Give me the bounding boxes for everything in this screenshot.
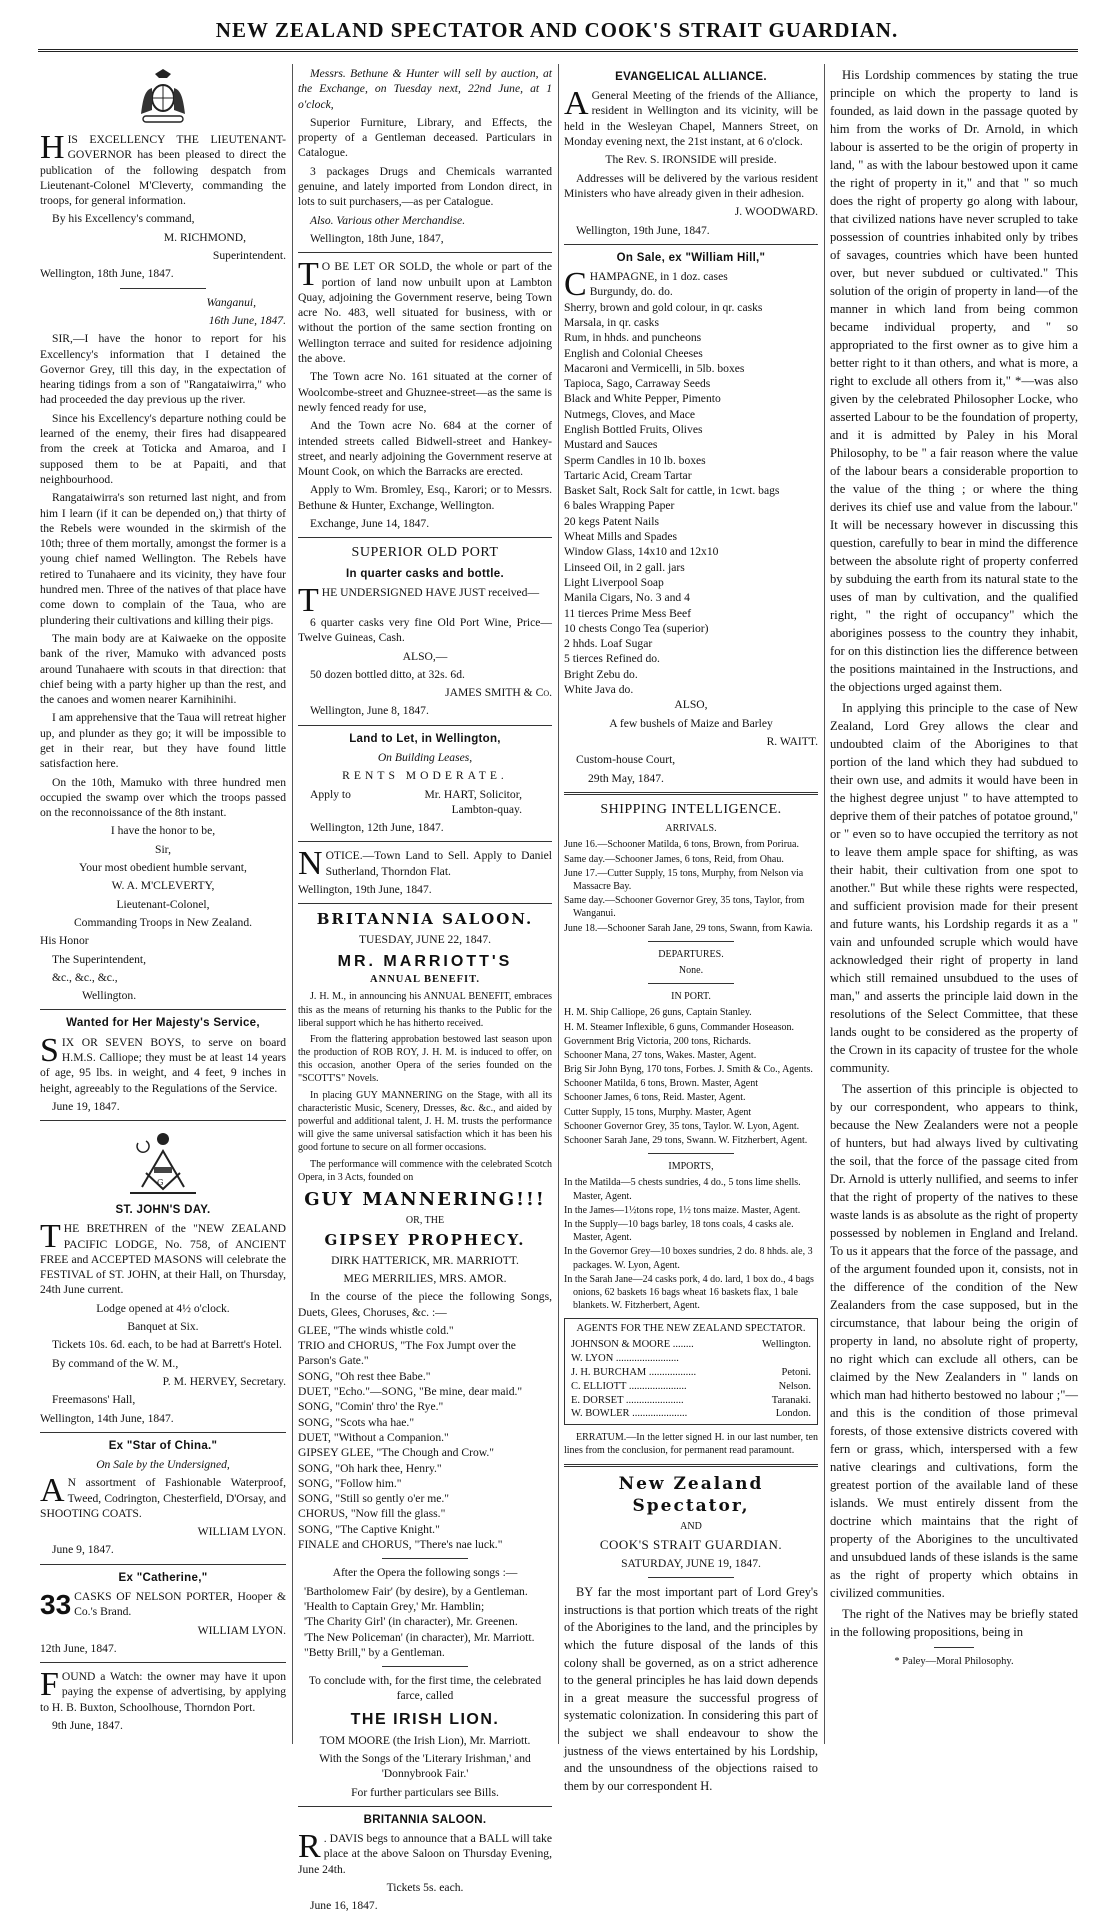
ad-line: 6 quarter casks very fine Old Port Wine, Price—Twelve Guineas, Cash. xyxy=(298,615,552,645)
in-port-item: Brig Sir John Byng, 170 tons, Forbes. J. Smith & Co., Agents. xyxy=(564,1064,813,1076)
separator xyxy=(564,792,818,795)
arrival-item: Same day.—Schooner James, 6 tons, Reid, from Ohau. xyxy=(564,853,784,865)
after-song-item: 'Bartholomew Fair' (by desire), by a Gentleman. xyxy=(304,1584,528,1598)
ad-line: Banquet at Six. xyxy=(127,1320,199,1334)
ad-line: Lodge opened at 4½ o'clock. xyxy=(96,1301,230,1315)
title-superintendent: Superintendent. xyxy=(212,249,286,263)
ad-line: Tickets 10s. 6d. each, to be had at Barrett's Hotel. xyxy=(52,1338,282,1352)
separator xyxy=(298,725,552,726)
place-wanganui: Wanganui, xyxy=(206,295,256,309)
in-port-list xyxy=(564,1006,818,1147)
title-ltcol: Lieutenant-Colonel, xyxy=(116,897,210,911)
playbill-line: After the Opera the following songs :— xyxy=(332,1566,518,1580)
letter-paragraph: The main body are at Kaiwaeke on the opposite bank of the river, Mamuko with advanced posts around Tunahaere with scouts in that direction: that chief being with a party higher up than the rest, and the canoes and women nearer Karnihinihi. xyxy=(40,631,286,707)
ad-heading-saloon: BRITANNIA SALOON. xyxy=(363,1814,487,1827)
sale-item: 20 kegs Patent Nails xyxy=(564,514,659,528)
sale-item: Sherry, brown and gold colour, in qr. casks xyxy=(564,300,763,314)
playbill-paragraph: The performance will commence with the celebrated Scotch Opera, in 3 Acts, founded on xyxy=(298,1158,552,1183)
ad-body-ball: . DAVIS begs to announce that a BALL will take place at the above Saloon on Thursday Evening, June 24th. xyxy=(298,1832,552,1876)
royal-arms-icon xyxy=(133,68,193,126)
shipping-line: None. xyxy=(678,964,704,976)
column-divider xyxy=(292,64,293,1744)
playbill-line: To conclude with, for the first time, the celebrated farce, called xyxy=(308,1674,542,1703)
ad-heading-wanted: Wanted for Her Majesty's Service, xyxy=(66,1017,260,1030)
playbill-line: For further particulars see Bills. xyxy=(351,1785,499,1799)
arrival-item: June 16.—Schooner Matilda, 6 tons, Brown, from Porirua. xyxy=(564,839,799,851)
agent-row xyxy=(571,1394,811,1408)
separator xyxy=(298,903,552,904)
editorial-date: SATURDAY, JUNE 19, 1847. xyxy=(621,1556,761,1570)
songs-list xyxy=(298,1323,552,1552)
shipping-subheading: IMPORTS, xyxy=(668,1161,714,1173)
addressee: His Honor xyxy=(40,934,89,948)
song-item: SONG, "Comin' thro' the Rye." xyxy=(298,1400,444,1414)
agents-list xyxy=(571,1338,811,1421)
ad-date: Wellington, 18th June, 1847, xyxy=(310,231,444,245)
playbill-paragraph: J. H. M., in announcing his ANNUAL BENEFIT, embraces this as the means of returning his thanks to the Public for the liberal support which he has hitherto received. xyxy=(298,991,552,1029)
in-port-item: Schooner James, 6 tons, Reid. Master, Agent. xyxy=(564,1092,746,1104)
masthead: NEW ZEALAND SPECTATOR AND COOK'S STRAIT GUARDIAN. xyxy=(215,18,899,42)
ad-body-port: HE UNDERSIGNED HAVE JUST received— xyxy=(321,585,540,599)
arrivals-list xyxy=(564,838,818,934)
playbill-cast: TOM MOORE (the Irish Lion), Mr. Marriott. xyxy=(319,1733,531,1747)
playbill-farce: THE IRISH LION. xyxy=(350,1710,500,1728)
masthead-rule xyxy=(38,49,1078,52)
ad-heading-sale: On Sale, ex "William Hill," xyxy=(616,251,766,264)
sale-item: Linseed Oil, in 2 gall. jars xyxy=(564,560,685,574)
letter-paragraph: Rangataiwirra's son returned last night, and from him I learn (if it can be depended on,) that thirty of the Rebels were wounded in the skirmish of the 10th; three of them mortally, amongst the former is a young chief named Wellington. The Rebels have retired to Tunahaere and its vicinity, they have four hundred men. Three of the natives of that place have come down to complain of the Taua, who are plundering their cultivations and killing their pigs. xyxy=(40,491,286,627)
separator xyxy=(648,1577,734,1578)
sale-item: HAMPAGNE, in 1 doz. cases xyxy=(589,270,728,284)
ad-body-auction: Messrs. Bethune & Hunter will sell by auction, at the Exchange, on Tuesday next, 22nd June, at 1 o'clock, xyxy=(298,67,552,111)
separator xyxy=(40,1662,286,1663)
song-item: DUET, "Without a Companion." xyxy=(298,1430,449,1444)
playbill-date: TUESDAY, JUNE 22, 1847. xyxy=(358,933,492,947)
ad-date: 9th June, 1847. xyxy=(52,1719,123,1733)
after-song-item: 'Health to Captain Grey,' Mr. Hamblin; xyxy=(304,1599,485,1613)
sale-item: Sperm Candles in 10 lb. boxes xyxy=(564,453,706,467)
imports-list xyxy=(564,1176,818,1312)
sale-item: Bright Zebu do. xyxy=(564,667,638,681)
ad-line: And the Town acre No. 684 at the corner of intended streets called Bidwell-street and Hankey-street, and nearly adjoining the Government reserve at Mount Cook, on which the Barracks are erected. xyxy=(298,419,552,479)
separator xyxy=(40,1432,286,1433)
playbill-heading: BRITANNIA SALOON. xyxy=(316,910,534,929)
ad-subheading: On Building Leases, xyxy=(377,750,473,764)
after-song-item: "Betty Brill," by a Gentleman. xyxy=(304,1645,445,1659)
ad-date: 12th June, 1847. xyxy=(40,1641,117,1655)
letter-paragraph: SIR,—I have the honor to report for his Excellency's information that I detained the Governor Grey, till this day, in the expectation of hearing tidings from a son of "Rangataiwirra," who had proceeded the day previous up the river. xyxy=(40,332,286,407)
addressee: Wellington. xyxy=(82,989,137,1003)
editorial-paragraph: The assertion of this principle is objected to by our correspondent, who appears to think, because the New Zealanders were not a people of hunters, but had always lived by cultivating the soil, that the force of the passage cited from Dr. Arnold is utterly nullified, and seems to infer that the right of property of the natives to these waste lands is as absolute as the right of property possessed by noblemen in England and Ireland. To us it appears that the force of the passage, and of the argument founded upon it, consists, not in the difference of the condition of the New Zealanders from the case supposed, but in the circumstance, that labour being the origin of property in land, no absolute right of property, no right which can exclude all others, can be claimed by the New Zealanders in " lands on which man had hitherto bestowed no labour ;"—and this is the condition of those primeval forests, of those extensive districts covered with fern or grass, which, interspersed with a few native clearings and cultivations, form the greatest portion of the available land of these islands. We must entirely dissent from the doctrine which maintains that the right of property of the Aborigines to the uncultivated and unsubdued lands of these islands is the same as the right of property which obtains in civilized communities. xyxy=(830,1082,1078,1600)
sale-item: Tartaric Acid, Cream Tartar xyxy=(564,468,692,482)
ad-heading-evangelical: EVANGELICAL ALLIANCE. xyxy=(615,71,767,83)
separator xyxy=(298,1806,552,1807)
ad-line: Addresses will be delivered by the various resident Ministers who have already given in their adhesion. xyxy=(564,171,818,200)
ad-line: The Town acre No. 161 situated at the corner of Woolcombe-street and Ghuznee-street—as the same is newly fenced ready for use, xyxy=(298,370,552,414)
song-item: SONG, "Oh hark thee, Henry." xyxy=(298,1461,442,1475)
ad-body-watch: OUND a Watch: the owner may have it upon paying the expense of advertising, by applying to H. B. Buxton, Schoolhouse, Thorndon Port. xyxy=(40,1670,286,1714)
playbill-title: MR. MARRIOTT'S xyxy=(337,953,513,971)
playbill-subtitle: ANNUAL BENEFIT. xyxy=(370,974,480,986)
ad-number: 33 xyxy=(40,1588,72,1620)
ad-body-catherine: CASKS OF NELSON PORTER, Hooper & Co.'s Brand. xyxy=(74,1589,286,1619)
column-4 xyxy=(830,66,1078,1672)
sale-item: Tapioca, Sago, Carraway Seeds xyxy=(564,377,711,391)
ad-date: Wellington, June 8, 1847. xyxy=(310,704,429,718)
agent-row xyxy=(571,1338,811,1352)
sale-item: English Bottled Fruits, Olives xyxy=(564,422,703,436)
agent-place: Taranaki. xyxy=(771,1394,811,1406)
agent-place: Nelson. xyxy=(778,1380,811,1392)
after-song-item: 'The New Policeman' (in character), Mr. Marriott. xyxy=(304,1630,535,1644)
despatch-intro: IS EXCELLENCY THE LIEUTENANT-GOVERNOR has been pleased to direct the publication of the following despatch from Lieutenant-Colonel M'Cleverty, commanding the troops, for general information. xyxy=(40,133,286,208)
playbill-opera-subtitle: GIPSEY PROPHECY. xyxy=(324,1230,526,1249)
ad-line: 3 packages Drugs and Chemicals warranted genuine, and lately imported from London direct, in lots to suit purchasers,—as per Catalogue. xyxy=(298,164,552,209)
separator xyxy=(298,841,552,842)
playbill-cast: DIRK HATTERICK, MR. MARRIOTT. xyxy=(331,1253,519,1267)
closing-line: I have the honor to be, xyxy=(110,824,216,838)
sale-item: White Java do. xyxy=(564,683,634,697)
separator xyxy=(648,1153,734,1154)
ad-line: Mr. HART, Solicitor, xyxy=(424,787,522,801)
song-item: SONG, "Oh rest thee Babe." xyxy=(298,1369,431,1383)
in-port-item: Government Brig Victoria, 200 tons, Richards. xyxy=(564,1035,751,1047)
song-item: FINALE and CHORUS, "There's nae luck." xyxy=(298,1538,503,1552)
letter-paragraph: I am apprehensive that the Taua will retreat higher up, and plunder as they go; it will be impossible to get in their rear, but they have found little satisfaction here. xyxy=(40,711,286,771)
after-songs-list xyxy=(298,1584,552,1660)
song-item: GIPSEY GLEE, "The Chough and Crow." xyxy=(298,1446,495,1460)
song-item: GLEE, "The winds whistle cold." xyxy=(298,1323,454,1337)
in-port-item: H. M. Ship Calliope, 26 guns, Captain Stanley. xyxy=(564,1007,752,1019)
separator xyxy=(382,1558,468,1559)
song-item: DUET, "Echo."—SONG, "Be mine, dear maid." xyxy=(298,1385,523,1399)
sale-item: 2 hhds. Loaf Sugar xyxy=(564,637,653,651)
letter-paragraph: Since his Excellency's departure nothing could be learned of the enemy, their fires had disappeared from the creek at Toticka and Amaroa, and I supposed them to be at Papaiti, and that neighbourhood. xyxy=(40,411,286,486)
ad-body-wanted: IX OR SEVEN BOYS, to serve on board H.M.S. Calliope; they must be at least 14 years of age, 95 lbs. in weight, and 4 feet, 9 inches in height, agreeably to the Regulations of the Service. xyxy=(40,1035,286,1095)
ad-line: Custom-house Court, xyxy=(576,753,676,767)
sale-item: Wheat Mills and Spades xyxy=(564,530,678,544)
agent-place: Petoni. xyxy=(781,1366,811,1378)
signature-woodward: J. WOODWARD. xyxy=(734,205,818,219)
import-item: In the Matilda—5 chests sundries, 4 do., 5 tons lime shells. Master, Agent. xyxy=(564,1177,801,1202)
ad-heading-port: SUPERIOR OLD PORT xyxy=(351,545,499,561)
ad-subheading: In quarter casks and bottle. xyxy=(346,567,504,580)
song-item: SONG, "Follow him." xyxy=(298,1476,402,1490)
letter-paragraph: On the 10th, Mamuko with three hundred men occupied the swamp over which the troops passed on the reconnoissance of the 8th instant. xyxy=(40,775,286,820)
sale-item: Rum, in hhds. and puncheons xyxy=(564,331,702,345)
signature-smith: JAMES SMITH & Co. xyxy=(445,686,552,700)
signature-richmond: M. RICHMOND, xyxy=(163,230,246,244)
separator xyxy=(40,1564,286,1565)
editorial-paragraph: The right of the Natives may be briefly stated in the following propositions, being in xyxy=(830,1607,1078,1639)
arrival-item: Same day.—Schooner Governor Grey, 35 tons, Taylor, from Wanganui. xyxy=(564,895,805,920)
import-item: In the James—1½tons rope, 1½ tons maize. Master, Agent. xyxy=(564,1204,801,1216)
erratum: ERRATUM.—In the letter signed H. in our last number, ten lines from the conclusion, for permanent read paramount. xyxy=(564,1432,818,1457)
agent-name: E. DORSET ...................... xyxy=(571,1394,684,1406)
agent-place: Wellington. xyxy=(761,1339,811,1351)
ad-heading-stjohn: ST. JOHN'S DAY. xyxy=(115,1204,211,1217)
separator xyxy=(40,1120,286,1121)
ad-line: Superior Furniture, Library, and Effects, the property of a Gentleman deceased. Particulars in Catalogue. xyxy=(298,115,552,160)
song-item: CHORUS, "Now fill the glass." xyxy=(298,1507,446,1521)
ad-line: A few bushels of Maize and Barley xyxy=(609,716,773,730)
agents-box xyxy=(564,1318,818,1425)
in-port-item: Schooner Mana, 27 tons, Wakes. Master, Agent. xyxy=(564,1049,757,1061)
ad-line: Also. Various other Merchandise. xyxy=(310,213,466,227)
song-item: TRIO and CHORUS, "The Fox Jumpt over the Parson's Gate." xyxy=(298,1339,516,1368)
ad-body-notice: OTICE.—Town Land to Sell. Apply to Daniel Sutherland, Thorndon Flat. xyxy=(325,849,552,878)
shipping-heading: SHIPPING INTELLIGENCE. xyxy=(600,801,782,817)
import-item: In the Sarah Jane—24 casks pork, 4 do. lard, 1 box do., 4 bags onions, 62 baskets 16 bags wheat 16 baskets flax, 1 bale blankets. W. Fitzherbert, Agent. xyxy=(564,1273,814,1312)
ad-body-evangelical: General Meeting of the friends of the Alliance, resident in Wellington and its vicinity, will be held in the Wesleyan Chapel, Manners Street, on Monday evening next, the 21st instant, at 6 o'clock. xyxy=(564,89,818,149)
addressee: The Superintendent, xyxy=(52,952,147,966)
ad-line: ALSO,— xyxy=(402,649,448,663)
ad-date: Wellington, 19th June, 1847. xyxy=(298,882,432,896)
ad-date: 29th May, 1847. xyxy=(588,771,664,785)
ad-body-china: N assortment of Fashionable Waterproof, Tweed, Codrington, Chesterfield, D'Orsay, and SHOOTING COATS. xyxy=(40,1476,286,1520)
shipping-subheading: ARRIVALS. xyxy=(665,823,717,835)
sale-item: Light Liverpool Soap xyxy=(564,575,664,589)
editorial-paragraph: His Lordship commences by stating the true principle on which the property to land is founded, as laid down in the passage quoted by him from the works of Dr. Arnold, in which labour is asserted to be the origin of property in land, " as with the labour bestowed upon it came the right of property in it," and that " so much does the right of property go along with labour, that civilized nations have never scrupled to take possession of countries inhabited only by tribes of savages, countries which have been hunted over, but never subdued or cultivated." This solution of the origin of property in land—of the manner in which land from being common became individual property, and " so appropriated to the first owner as to give him a better right to it than others, and what is more, a right to exclude all others from it," *—was also given by the celebrated Philosopher Locke, who asserted Labour to be the foundation of property, and it is admitted by Paley in his Moral Philosophy, to be " a fair reason where the value of the labour bears a considerable proportion to the value of the thing ; or where the thing derives its chief use and value from the labour." It will be necessary however in discussing this question, carefully to bear in mind the difference between the absolute right of property conferred by subduing the earth from its natural state to the uses of man by cultivation, and the qualified right, " the right of occupancy" which the aborigines possess to the country they inhabit, for on this distinction lies the difference between the positions maintained in the Instructions, and the objections urged against them. xyxy=(830,68,1078,694)
addressee: &c., &c., &c., xyxy=(52,970,118,984)
signature-lyon: WILLIAM LYON. xyxy=(197,1623,286,1637)
editorial-masthead-line: AND xyxy=(680,1520,702,1532)
in-port-item: Schooner Matilda, 6 tons, Brown. Master, Agent xyxy=(564,1078,759,1090)
agents-heading: AGENTS FOR THE NEW ZEALAND SPECTATOR. xyxy=(576,1323,806,1335)
song-item: SONG, "Scots wha hae." xyxy=(298,1415,415,1429)
in-port-item: Cutter Supply, 15 tons, Murphy. Master, Agent xyxy=(564,1106,752,1118)
sale-item: Manila Cigars, No. 3 and 4 xyxy=(564,591,690,605)
playbill-line: In the course of the piece the following Songs, Duets, Glees, Choruses, &c. :— xyxy=(298,1290,552,1319)
ad-body-let: O BE LET OR SOLD, the whole or part of the portion of land now unbuilt upon at Lambton Quay, adjoining the Government reserve, being Town acre No. 483, well situated for business, with or without the portion of the same section fronting on Wellington terrace and suited for residence adjoining the above. xyxy=(298,260,552,366)
ad-date: Wellington, 14th June, 1847. xyxy=(40,1411,174,1425)
ad-line: Freemasons' Hall, xyxy=(52,1393,136,1407)
ad-heading-catherine: Ex "Catherine," xyxy=(118,1571,208,1584)
in-port-item: Schooner Governor Grey, 35 tons, Taylor. W. Lyon, Agent. xyxy=(564,1120,800,1132)
ad-date: June 16, 1847. xyxy=(310,1899,378,1913)
ad-date: Wellington, 12th June, 1847. xyxy=(310,821,444,835)
playbill-line: OR, THE xyxy=(405,1214,445,1226)
column-3: EVANGELICAL ALLIANCE. A General Meeting of the friends of the Alliance, resident in Wellington and its vicinity, will be held in the Wesleyan Chapel, Manners Street, on Monday evening next, the 21st instant, at 6 o'clock. The Rev. S. IRONSIDE will preside. Addresses will be delivered by the various resident Ministers who have already given in their adhesion. J. WOODWARD. Wellington, 19th June, 1847. On Sale, ex "William Hill," CHAMPAGNE, in 1 doz. cases Burgundy, do. do. Sherry, brown and gold colour, in qr. casks Marsala, in qr. casks Rum, in hhds. and puncheons English and Colonial Cheeses Macaroni and Vermicelli, in 5lb. boxes Tapioca, Sago, Carraway Seeds Black and White Pepper, Pimento Nutmegs, Cloves, and Mace English Bottled Fruits, Olives Mustard and Sauces Sperm Candles in 10 lb. boxes Tartaric Acid, Cream Tartar Basket Salt, Rock Salt for cattle, in 1cwt. bags 6 bales Wrapping Paper 20 kegs Patent Nails Wheat Mills and Spades Window Glass, 14x10 and 12x10 Linseed Oil, in 2 gall. jars Light Liverpool Soap Manila Cigars, No. 3 and 4 11 tierces Prime Mess Beef 10 chests Congo Tea (superior) 2 hhds. Loaf Sugar 5 tierces Refined do. Bright Zebu do. White Java do. ALSO, A few bushels of Maize and Barley R. WAITT. Custom-house Court, 29th May, 1847. SHIPPING INTELLIGENCE. ARRIVALS. June 16.—Schooner Matilda, 6 tons, Brown, from Porirua. Same day.—Schooner James, 6 tons, Reid, from Ohau. June 17.—Cutter Supply, 15 tons, Murphy, from Nelson via Massacre Bay. Same day.—Schooner Governor Grey, 35 tons, Taylor, from Wanganui. June 18.—Schooner Sarah Jane, 29 tons, Swann, from Kawia. DEPARTURES. None. IN PORT. H. M. Ship Calliope, 26 guns, Captain Stanley. H. M. Steamer Inflexible, 6 guns, Commander Hoseason. Government Brig Victoria, 200 tons, Richards. Schooner Mana, 27 tons, Wakes. Master, Agent. Brig Sir John Byng, 170 tons, Forbes. J. Smith & Co., Agents. Schooner Matilda, 6 tons, Brown. Master, Agent Schooner James, 6 tons, Reid. Master, Agent. Cutter Supply, 15 tons, Murphy. Master, Agent Schooner Governor Grey, 35 tons, Taylor. W. Lyon, Agent. Schooner Sarah Jane, 29 tons, Swann. W. Fitzherbert, Agent. IMPORTS, In the Matilda—5 chests sundries, 4 do., 5 tons lime shells. Master, Agent. In the James—1½tons rope, 1½ tons maize. Master, Agent. In the Supply—10 bags barley, 18 tons coals, 4 casks ale. Master, Agent. In the Governor Grey—10 boxes sundries, 2 do. 8 hhds. ale, 3 packages. W. Lyon, Agent. In the Sarah Jane—24 casks pork, 4 do. lard, 1 box do., 4 bags onions, 62 baskets 16 bags wheat 16 baskets flax, 1 bale blankets. W. Fitzherbert, Agent. AGENTS FOR THE NEW ZEALAND SPECTATOR. JOHNSON & MOORE ........ Wellington. W. LYON ........................ J. H. BURCHAM .................. Petoni. C. ELLIOTT ...................... Nelson. E. DORSET ...................... Taranaki. W. BOWLER ..................... London. ERRATUM.—In the letter signed H. in our last number, ten lines from the conclusion, for permanent read paramount. New Zealand Spectator, AND COOK'S STRAIT GUARDIAN. SATURDAY, JUNE 19, 1847. BY far the most important part of Lord Grey's instructions is that portion which treats of the right of the Aborigines to the land, and the principles by which the future disposal of the lands of this colony shall be governed, as on a strict adherence to the general principles he has laid down depends in a great measure the successful progress of systematic colonization. In considering this part of the subject we shall endeavour to show the justness of the views entertained by his Lordship, and the unsoundness of the objections raised to them by our correspondent H. xyxy=(564,66,818,1799)
separator xyxy=(40,1009,286,1010)
playbill-cast: MEG MERRILIES, MRS. AMOR. xyxy=(343,1272,507,1285)
masonic-emblem-icon xyxy=(124,1127,202,1199)
agent-row xyxy=(571,1380,811,1394)
separator xyxy=(120,288,206,289)
ad-date: Wellington, 19th June, 1847. xyxy=(576,223,710,237)
sale-item: 10 chests Congo Tea (superior) xyxy=(564,621,709,635)
sale-item: Window Glass, 14x10 and 12x10 xyxy=(564,545,719,559)
signature-waitt: R. WAITT. xyxy=(766,734,818,748)
sale-item: 5 tierces Refined do. xyxy=(564,652,660,666)
separator xyxy=(382,1666,468,1667)
signature-cleverty: W. A. M'CLEVERTY, xyxy=(111,879,215,893)
sale-item: Macaroni and Vermicelli, in 5lb. boxes xyxy=(564,361,745,375)
sale-item: Nutmegs, Cloves, and Mace xyxy=(564,407,696,421)
in-port-item: H. M. Steamer Inflexible, 6 guns, Commander Hoseason. xyxy=(564,1021,794,1033)
agent-name: J. H. BURCHAM .................. xyxy=(571,1366,697,1378)
footnote: * Paley—Moral Philosophy. xyxy=(894,1656,1014,1667)
separator xyxy=(298,537,552,538)
editorial-masthead: New Zealand Spectator, xyxy=(618,1473,764,1517)
sale-item: Mustard and Sauces xyxy=(564,438,658,452)
ad-subheading: On Sale by the Undersigned, xyxy=(96,1458,230,1471)
playbill-opera: GUY MANNERING!!! xyxy=(304,1188,546,1210)
sale-item: Burgundy, do. do. xyxy=(589,285,673,299)
import-item: In the Supply—10 bags barley, 18 tons coals, 4 casks ale. Master, Agent. xyxy=(564,1218,794,1244)
editorial-paragraph: BY far the most important part of Lord Grey's instructions is that portion which treats of the right of the Aborigines to the land, and the principles by which the future disposal of the lands of this colony shall be governed, as on a strict adherence to the general principles he has laid down depends in a great measure the successful progress of systematic colonization. In considering this part of the subject we shall endeavour to show the justness of the views entertained by his Lordship, and the unsoundness of the objections raised to them by our correspondent H. xyxy=(564,1585,818,1793)
sale-item: Basket Salt, Rock Salt for cattle, in 1cwt. bags xyxy=(564,484,780,498)
sale-item: 6 bales Wrapping Paper xyxy=(564,499,675,513)
separator xyxy=(648,941,734,942)
agent-name: C. ELLIOTT ...................... xyxy=(571,1380,687,1392)
svg-text:G: G xyxy=(157,1178,164,1188)
separator xyxy=(564,244,818,245)
agent-place: London. xyxy=(775,1408,811,1420)
after-song-item: 'The Charity Girl' (in character), Mr. Greenen. xyxy=(304,1615,518,1629)
agent-name: JOHNSON & MOORE ........ xyxy=(571,1339,694,1351)
playbill-paragraph: In placing GUY MANNERING on the Stage, with all its characteristic Music, Scenery, Dresses, &c. &c., and aided by powerful and additional talent, J. H. M. trusts the performance will give the same universal satisfaction which it has been his good fortune to secure on all former occasions. xyxy=(298,1089,552,1154)
ad-line: Lambton-quay. xyxy=(451,802,522,816)
playbill-line: With the Songs of the 'Literary Irishman,' and 'Donnybrook Fair.' xyxy=(319,1752,531,1781)
dateline: Wellington, 18th June, 1847. xyxy=(40,267,174,281)
separator xyxy=(298,252,552,253)
column-2: Messrs. Bethune & Hunter will sell by auction, at the Exchange, on Tuesday next, 22nd June, at 1 o'clock, Superior Furniture, Library, and Effects, the property of a Gentleman deceased. Particulars in Catalogue. 3 packages Drugs and Chemicals warranted genuine, and lately imported from London direct, in lots to suit purchasers,—as per Catalogue. Also. Various other Merchandise. Wellington, 18th June, 1847, T O BE LET OR SOLD, the whole or part of the portion of land now unbuilt upon at Lambton Quay, adjoining the Government reserve, being Town acre No. 483, well situated for business, with or without the portion of the same section fronting on Wellington terrace and suited for residence adjoining the above. The Town acre No. 161 situated at the corner of Woolcombe-street and Ghuznee-street—as the same is newly fenced ready for use, And the Town acre No. 684 at the corner of intended streets called Bidwell-street and Hankey-street, and nearly adjoining the Government reserve at Mount Cook, on which the Barracks are erected. Apply to Wm. Bromley, Esq., Karori; or to Messrs. Bethune & Hunter, Exchange, Wellington. Exchange, June 14, 1847. SUPERIOR OLD PORT In quarter casks and bottle. THE UNDERSIGNED HAVE JUST received— 6 quarter casks very fine Old Port Wine, Price—Twelve Guineas, Cash. ALSO,— 50 dozen bottled ditto, at 32s. 6d. JAMES SMITH & Co. Wellington, June 8, 1847. Land to Let, in Wellington, On Building Leases, RENTS MODERATE. Apply to Mr. HART, Solicitor, Lambton-quay. Wellington, 12th June, 1847. NOTICE.—Town Land to Sell. Apply to Daniel Sutherland, Thorndon Flat. Wellington, 19th June, 1847. BRITANNIA SALOON. TUESDAY, JUNE 22, 1847. MR. MARRIOTT'S ANNUAL BENEFIT. J. H. M., in announcing his ANNUAL BENEFIT, embraces this as the means of returning his thanks to the Public for the liberal support which he has hitherto received. From the flattering approbation bestowed last season upon the production of ROB ROY, J. H. M. is induced to offer, on this occasion, another Opera of the series founded on the "SCOTT'S" Novels. In placing GUY MANNERING on the Stage, with all its characteristic Music, Scenery, Dresses, &c. &c., and aided by powerful and additional talent, J. H. M. trusts the performance will give the same universal satisfaction which it has been his good fortune to secure on all former occasions. The performance will commence with the celebrated Scotch Opera, in 3 Acts, founded on GUY MANNERING!!! OR, THE GIPSEY PROPHECY. DIRK HATTERICK, MR. MARRIOTT. MEG MERRILIES, MRS. AMOR. In the course of the piece the following Songs, Duets, Glees, Choruses, &c. :— GLEE, "The winds whistle cold." TRIO and CHORUS, "The Fox Jumpt over the Parson's Gate." SONG, "Oh rest thee Babe." DUET, "Echo."—SONG, "Be mine, dear maid." SONG, "Comin' thro' the Rye." SONG, "Scots wha hae." DUET, "Without a Companion." GIPSEY GLEE, "The Chough and Crow." SONG, "Oh hark thee, Henry." SONG, "Follow him." SONG, "Still so gently o'er me." CHORUS, "Now fill the glass." SONG, "The Captive Knight." FINALE and CHORUS, "There's nae luck." After the Opera the following songs :— 'Bartholomew Fair' (by desire), by a Gentleman. 'Health to Captain Grey,' Mr. Hamblin; 'The Charity Girl' (in character), Mr. Greenen. 'The New Policeman' (in character), Mr. Marriott. "Betty Brill," by a Gentleman. To conclude with, for the first time, the celebrated farce, called THE IRISH LION. TOM MOORE (the Irish Lion), Mr. Marriott. With the Songs of the 'Literary Irishman,' and 'Donnybrook Fair.' For further particulars see Bills. BRITANNIA SALOON. R . DAVIS begs to announce that a BALL will take place at the above Saloon on Thursday Evening, June 24th. Tickets 5s. each. June 16, 1847. xyxy=(298,67,552,1913)
ad-date: Exchange, June 14, 1847. xyxy=(310,517,430,531)
dateline: 16th June, 1847. xyxy=(208,313,286,327)
agent-row xyxy=(571,1407,811,1421)
separator xyxy=(564,1464,818,1467)
song-item: SONG, "Still so gently o'er me." xyxy=(298,1492,449,1506)
ad-date: June 9, 1847. xyxy=(52,1543,114,1557)
sale-item: Black and White Pepper, Pimento xyxy=(564,392,721,406)
ad-line: Apply to xyxy=(310,787,351,801)
ad-line: ALSO, xyxy=(674,698,708,712)
ad-line: 50 dozen bottled ditto, at 32s. 6d. xyxy=(310,667,465,681)
closing-line: Sir, xyxy=(155,842,171,856)
editorial-masthead-line: COOK'S STRAIT GUARDIAN. xyxy=(599,1536,783,1552)
sale-item: English and Colonial Cheeses xyxy=(564,346,703,360)
column-divider xyxy=(824,64,825,1744)
ad-heading-land: Land to Let, in Wellington, xyxy=(349,732,501,745)
playbill-paragraph: From the flattering approbation bestowed last season upon the production of ROB ROY, J. H. M. is induced to offer, on this occasion, another Opera of the series founded on the "SCOTT'S" Novels. xyxy=(298,1033,552,1085)
editorial-paragraph: In applying this principle to the case of New Zealand, Lord Grey allows the clear and undoubted claim of the Aborigines to that portion of the land which they had subdued to their own use, and admits it would have been in the highest degree unjust " to have attempted to deprive them of their patches of potatoe ground," or " even so to have occupied the territory as not to leave them ample space for shifting, as was their habit, their cultivation from one spot to another." But while these rights were respected, and sufficient provision made for their present and future wants, his Lordship regards it as a " vain and unfounded scruple which would have acknowledged their right of property in land which still remained unsubdued to the uses of man," and asserts the principle laid down in the resolutions of the Select Committee, that these lands ought to be considered as the property of the Crown in its capacity of trustee for the whole community. xyxy=(830,701,1078,1075)
ad-line: The Rev. S. IRONSIDE will preside. xyxy=(605,153,777,167)
ad-body-stjohn: HE BRETHREN of the "NEW ZEALAND PACIFIC LODGE, No. 758, of ANCIENT FREE and ACCEPTED MASONS will celebrate the FESTIVAL of ST. JOHN, at their Hall, on Thursday, 24th June current. xyxy=(40,1222,286,1297)
closing-line: Your most obedient humble servant, xyxy=(79,861,247,875)
in-port-item: Schooner Sarah Jane, 29 tons, Swann. W. Fitzherbert, Agent. xyxy=(564,1135,808,1147)
signature-lyon: WILLIAM LYON. xyxy=(197,1525,286,1539)
shipping-subheading: IN PORT. xyxy=(671,991,711,1003)
arrival-item: June 17.—Cutter Supply, 15 tons, Murphy, from Nelson via Massacre Bay. xyxy=(564,867,804,893)
goods-list xyxy=(564,300,818,698)
separator xyxy=(648,983,734,984)
separator xyxy=(934,1647,974,1648)
ad-line: Tickets 5s. each. xyxy=(386,1881,464,1895)
sale-item: Marsala, in qr. casks xyxy=(564,315,659,329)
signature-hervey: P. M. HERVEY, Secretary. xyxy=(162,1374,286,1388)
agent-row xyxy=(571,1366,811,1380)
import-item: In the Governor Grey—10 boxes sundries, 2 do. 8 hhds. ale, 3 packages. W. Lyon, Agent. xyxy=(564,1246,813,1271)
ad-heading-china: Ex "Star of China." xyxy=(108,1439,218,1452)
agent-row xyxy=(571,1352,811,1366)
ad-line: RENTS MODERATE. xyxy=(342,769,508,783)
song-item: SONG, "The Captive Knight." xyxy=(298,1522,440,1536)
ad-line: Apply to Wm. Bromley, Esq., Karori; or to Messrs. Bethune & Hunter, Exchange, Wellington. xyxy=(298,483,552,512)
command-line: By his Excellency's command, xyxy=(52,212,195,226)
sale-item: 11 tierces Prime Mess Beef xyxy=(564,606,692,620)
shipping-subheading: DEPARTURES. xyxy=(658,948,724,960)
column-divider xyxy=(558,64,559,1744)
title-commanding: Commanding Troops in New Zealand. xyxy=(73,915,253,929)
agent-name: W. BOWLER ..................... xyxy=(571,1408,688,1420)
ad-date: June 19, 1847. xyxy=(52,1099,120,1113)
ad-line: By command of the W. M., xyxy=(52,1356,179,1370)
column-1: HIS EXCELLENCY THE LIEUTENANT-GOVERNOR has been pleased to direct the publication of the following despatch from Lieutenant-Colonel M'Cleverty, commanding the troops, for general information. By his Excellency's command, M. RICHMOND, Superintendent. Wellington, 18th June, 1847. Wanganui, 16th June, 1847. SIR,—I have the honor to report for his Excellency's information that I detained the Governor Grey, till this day, in the expectation of hearing tidings from a son of "Rangataiwirra," who had proceeded the day previous up the river. Since his Excellency's departure nothing could be learned of the enemy, their fires had disappeared from the creek at Toticka and Amaroa, and I supposed them to be at Papaiti, and that neighbourhood. Rangataiwirra's son returned last night, and from him I learn (if it can be depended on,) that thirty of the Rebels were wounded in the skirmish of the 10th; three of them mortally, amongst the former is a young chief named Wellington. The Rebels have retired to Tunahaere and its vicinity, they have four hundred men. Three of the natives of that place have come down to complain of the Taua, who are plundering their cultivations and killing their pigs. The main body are at Kaiwaeke on the opposite bank of the river, Mamuko with advanced posts around Tunahaere with scouts in that direction: that chief being with a party higher up than the rest, and the canoes and women nearer Karnihinihi. I am apprehensive that the Taua will retreat higher up, and plunder as they go; it will be impossible to get in their rear, but they have found little satisfaction here. On the 10th, Mamuko with three hundred men occupied the swamp over which the troops passed on the reconnoissance of the 8th instant. I have the honor to be, Sir, Your most obedient humble servant, W. A. M'CLEVERTY, Lieutenant-Colonel, Commanding Troops in New Zealand. His Honor The Superintendent, &c., &c., &c., Wellington. Wanted for Her Majesty's Service, SIX OR SEVEN BOYS, to serve on board H.M.S. Calliope; they must be at least 14 years of age, 95 lbs. in weight, and 4 feet, 9 inches in height, agreeably to the Regulations of the Service. June 19, 1847. G ST. JOHN'S DAY. THE BRETHREN of the "NEW ZEALAND PACIFIC LODGE, No. 758, of ANCIENT FREE and ACCEPTED MASONS will celebrate the FESTIVAL of ST. JOHN, at their Hall, on Thursday, 24th June current. Lodge opened at 4½ o'clock. Banquet at Six. Tickets 10s. 6d. each, to be had at Barrett's Hotel. By command of the W. M., P. M. HERVEY, Secretary. Freemasons' Hall, Wellington, 14th June, 1847. Ex "Star of China." On Sale by the Undersigned, A N assortment of Fashionable Waterproof, Tweed, Codrington, Chesterfield, D'Orsay, and SHOOTING COATS. WILLIAM LYON. June 9, 1847. Ex "Catherine," 33 CASKS OF NELSON PORTER, Hooper & Co.'s Brand. WILLIAM LYON. 12th June, 1847. FOUND a Watch: the owner may have it upon paying the expense of advertising, by applying to H. B. Buxton, Schoolhouse, Thorndon Port. 9th June, 1847. xyxy=(40,66,286,1736)
arrival-item: June 18.—Schooner Sarah Jane, 29 tons, Swann, from Kawia. xyxy=(564,922,813,934)
agent-name: W. LYON ........................ xyxy=(571,1353,679,1364)
